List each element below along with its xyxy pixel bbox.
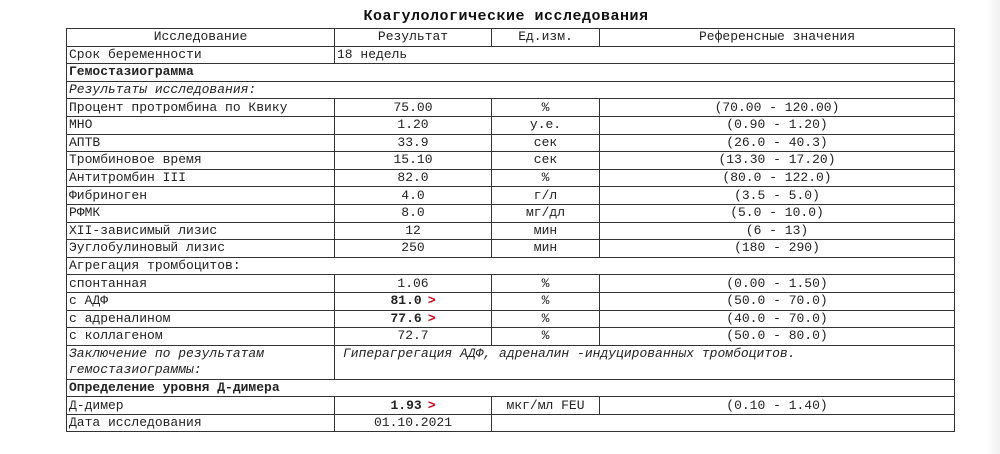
high-flag: > bbox=[427, 397, 436, 413]
result-cell bbox=[335, 187, 492, 205]
test-name: МНО bbox=[67, 116, 335, 134]
ddimer-result bbox=[335, 397, 492, 415]
test-name: XII-зависимый лизис bbox=[67, 222, 335, 240]
subsection-aggregation: Агрегация тромбоцитов: bbox=[67, 257, 955, 275]
result-cell bbox=[335, 275, 492, 293]
conclusion-text: Гиперагрегация АДФ, адреналин -индуцированных тромбоцитов. bbox=[335, 345, 955, 379]
header-reference: Референсные значения bbox=[600, 29, 955, 47]
result-cell bbox=[335, 152, 492, 170]
table-row bbox=[67, 152, 955, 170]
result-value: 12 bbox=[405, 222, 421, 238]
section-row bbox=[67, 379, 955, 397]
reference-cell: (180 - 290) bbox=[600, 240, 955, 258]
unit-cell: сек bbox=[492, 134, 600, 152]
header-unit: Ед.изм. bbox=[492, 29, 600, 47]
result-value: 1.20 bbox=[397, 117, 429, 133]
unit-cell: % bbox=[492, 275, 600, 293]
result-value: 72.7 bbox=[397, 328, 429, 344]
reference-cell: (80.0 - 122.0) bbox=[600, 169, 955, 187]
result-cell bbox=[335, 240, 492, 258]
high-flag: > bbox=[427, 310, 436, 326]
conclusion-label: Заключение по результатам гемостазиограммы: bbox=[67, 345, 335, 379]
subsection-row bbox=[67, 257, 955, 275]
subsection-row bbox=[67, 81, 955, 99]
test-name: с АДФ bbox=[67, 292, 335, 310]
test-name: АПТВ bbox=[67, 134, 335, 152]
table-row bbox=[67, 99, 955, 117]
unit-cell: % bbox=[492, 292, 600, 310]
date-row bbox=[67, 414, 955, 432]
page-edge-shadow bbox=[986, 0, 1000, 454]
table-row bbox=[67, 116, 955, 134]
reference-cell: (70.00 - 120.00) bbox=[600, 99, 955, 117]
result-value: 81.0 bbox=[390, 293, 422, 309]
unit-cell: сек bbox=[492, 152, 600, 170]
test-name: Эуглобулиновый лизис bbox=[67, 240, 335, 258]
result-cell bbox=[335, 99, 492, 117]
table-row bbox=[67, 187, 955, 205]
unit-cell: мин bbox=[492, 222, 600, 240]
result-cell bbox=[335, 169, 492, 187]
reference-cell: (40.0 - 70.0) bbox=[600, 310, 955, 328]
table-row bbox=[67, 134, 955, 152]
header-test: Исследование bbox=[67, 29, 335, 47]
reference-cell: (5.0 - 10.0) bbox=[600, 204, 955, 222]
unit-cell: мг/дл bbox=[492, 204, 600, 222]
reference-cell: (0.90 - 1.20) bbox=[600, 116, 955, 134]
test-name: Антитромбин III bbox=[67, 169, 335, 187]
result-cell bbox=[335, 310, 492, 328]
result-cell bbox=[335, 116, 492, 134]
date-label: Дата исследования bbox=[67, 414, 335, 432]
ddimer-row bbox=[67, 397, 955, 415]
reference-cell: (26.0 - 40.3) bbox=[600, 134, 955, 152]
ddimer-value: 1.93 bbox=[390, 397, 422, 413]
result-cell bbox=[335, 134, 492, 152]
result-cell bbox=[335, 292, 492, 310]
test-name: Фибриноген bbox=[67, 187, 335, 205]
section-row bbox=[67, 64, 955, 82]
test-name: РФМК bbox=[67, 204, 335, 222]
test-name: спонтанная bbox=[67, 275, 335, 293]
pregnancy-row bbox=[67, 46, 955, 64]
ddimer-unit: мкг/мл FEU bbox=[492, 397, 600, 415]
coagulation-table bbox=[66, 28, 955, 432]
ddimer-name: Д-димер bbox=[67, 397, 335, 415]
reference-cell: (6 - 13) bbox=[600, 222, 955, 240]
reference-cell: (50.0 - 80.0) bbox=[600, 328, 955, 346]
pregnancy-value: 18 недель bbox=[335, 46, 955, 64]
table-row bbox=[67, 275, 955, 293]
unit-cell: % bbox=[492, 99, 600, 117]
result-value: 1.06 bbox=[397, 275, 429, 291]
date-value: 01.10.2021 bbox=[335, 414, 492, 432]
header-result: Результат bbox=[335, 29, 492, 47]
section-hemostasiogram: Гемостазиограмма bbox=[67, 64, 955, 82]
result-cell bbox=[335, 328, 492, 346]
table-row bbox=[67, 240, 955, 258]
high-flag: > bbox=[427, 293, 436, 309]
result-value: 82.0 bbox=[397, 170, 429, 186]
result-value: 250 bbox=[401, 240, 425, 256]
result-cell bbox=[335, 204, 492, 222]
table-body bbox=[67, 46, 955, 432]
date-empty bbox=[492, 414, 955, 432]
test-name: с адреналином bbox=[67, 310, 335, 328]
test-name: Тромбиновое время bbox=[67, 152, 335, 170]
unit-cell: у.е. bbox=[492, 116, 600, 134]
reference-cell: (13.30 - 17.20) bbox=[600, 152, 955, 170]
result-value: 15.10 bbox=[393, 152, 433, 168]
conclusion-row bbox=[67, 345, 955, 379]
test-name: Процент протромбина по Квику bbox=[67, 99, 335, 117]
report-title: Коагулологические исследования bbox=[363, 8, 649, 25]
unit-cell: % bbox=[492, 169, 600, 187]
unit-cell: г/л bbox=[492, 187, 600, 205]
unit-cell: мин bbox=[492, 240, 600, 258]
reference-cell: (3.5 - 5.0) bbox=[600, 187, 955, 205]
result-value: 33.9 bbox=[397, 134, 429, 150]
table-row bbox=[67, 222, 955, 240]
reference-cell: (0.00 - 1.50) bbox=[600, 275, 955, 293]
table-row bbox=[67, 292, 955, 310]
unit-cell: % bbox=[492, 310, 600, 328]
section-ddimer: Определение уровня Д-димера bbox=[67, 379, 955, 397]
ddimer-reference: (0.10 - 1.40) bbox=[600, 397, 955, 415]
test-name: с коллагеном bbox=[67, 328, 335, 346]
table-row bbox=[67, 204, 955, 222]
unit-cell: % bbox=[492, 328, 600, 346]
table-row bbox=[67, 328, 955, 346]
result-value: 4.0 bbox=[401, 187, 425, 203]
result-value: 8.0 bbox=[401, 205, 425, 221]
subsection-results: Результаты исследования: bbox=[67, 81, 955, 99]
result-cell bbox=[335, 222, 492, 240]
table-row bbox=[67, 169, 955, 187]
table-row bbox=[67, 310, 955, 328]
reference-cell: (50.0 - 70.0) bbox=[600, 292, 955, 310]
header-row bbox=[67, 29, 955, 47]
result-value: 77.6 bbox=[390, 310, 422, 326]
pregnancy-label: Срок беременности bbox=[67, 46, 335, 64]
result-value: 75.00 bbox=[393, 99, 433, 115]
